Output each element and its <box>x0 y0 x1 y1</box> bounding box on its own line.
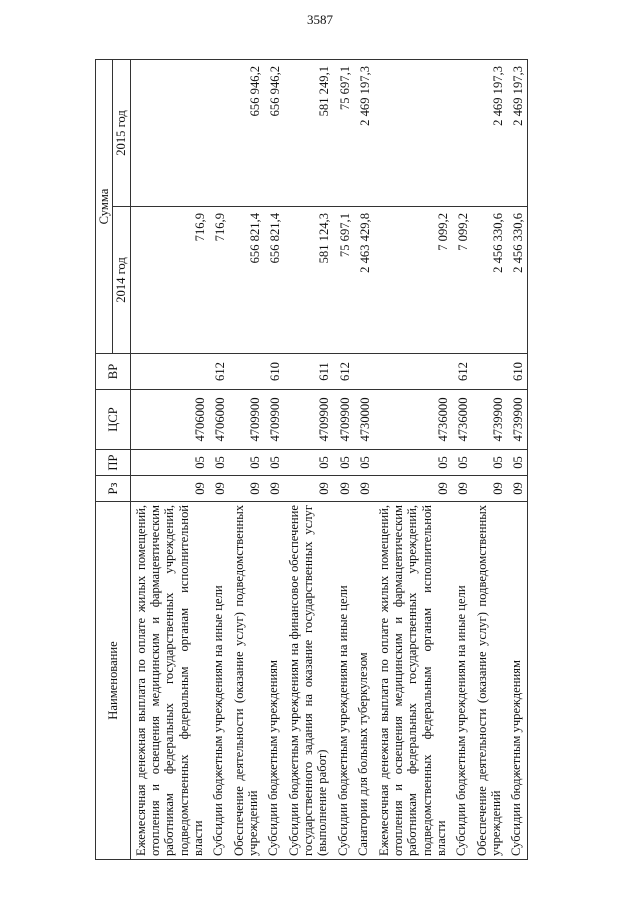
page-number: 3587 <box>307 12 333 27</box>
row-vr: 610 <box>506 354 527 390</box>
row-pr: 05 <box>229 450 264 476</box>
table-row <box>130 59 208 859</box>
row-vr <box>472 354 507 390</box>
row-sum-2014: 716,9 <box>208 207 228 354</box>
row-rz: 09 <box>472 476 507 502</box>
row-name: Обеспечение деятельности (оказание услуг) подведомственных учреждений <box>229 502 264 860</box>
table-row <box>208 59 228 859</box>
row-vr: 612 <box>333 354 353 390</box>
row-sum-2015 <box>208 59 228 206</box>
row-sum-2014: 2 456 330,6 <box>472 207 507 354</box>
header-vr: ВР <box>96 354 131 390</box>
row-sum-2015: 581 249,1 <box>284 59 333 206</box>
header-2015: 2015 год <box>113 59 130 206</box>
row-sum-2014: 75 697,1 <box>333 207 353 354</box>
row-csr: 4736000 <box>451 390 471 450</box>
row-vr <box>353 354 373 390</box>
row-csr: 4709900 <box>263 390 283 450</box>
header-2014: 2014 год <box>113 207 130 354</box>
row-pr: 05 <box>208 450 228 476</box>
row-name: Субсидии бюджетным учреждениям на иные цели <box>451 502 471 860</box>
row-sum-2015 <box>374 59 452 206</box>
row-csr: 4706000 <box>208 390 228 450</box>
row-csr: 4739900 <box>506 390 527 450</box>
row-pr: 05 <box>130 450 208 476</box>
row-sum-2015: 656 946,2 <box>263 59 283 206</box>
row-name: Субсидии бюджетным учреждениям на финансовое обеспечение государственного задания на оказание государственных услуг (выполнение работ) <box>284 502 333 860</box>
row-pr: 05 <box>506 450 527 476</box>
row-sum-2014: 2 456 330,6 <box>506 207 527 354</box>
row-name: Субсидии бюджетным учреждениям на иные цели <box>333 502 353 860</box>
table-row <box>333 59 353 859</box>
row-pr: 05 <box>284 450 333 476</box>
row-rz: 09 <box>374 476 452 502</box>
header-name: Наименование <box>96 502 131 860</box>
row-csr: 4736000 <box>374 390 452 450</box>
table-row <box>284 59 333 859</box>
header-sum: Сумма <box>96 59 113 353</box>
table-row <box>263 59 283 859</box>
row-rz: 09 <box>208 476 228 502</box>
row-vr <box>130 354 208 390</box>
row-rz: 09 <box>506 476 527 502</box>
row-sum-2015: 2 469 197,3 <box>353 59 373 206</box>
row-name: Обеспечение деятельности (оказание услуг) подведомственных учреждений <box>472 502 507 860</box>
row-csr: 4709900 <box>333 390 353 450</box>
row-rz: 09 <box>263 476 283 502</box>
row-sum-2014: 7 099,2 <box>451 207 471 354</box>
row-csr: 4709900 <box>229 390 264 450</box>
table-body <box>130 59 527 859</box>
header-csr: ЦСР <box>96 390 131 450</box>
row-sum-2014: 7 099,2 <box>374 207 452 354</box>
table-row <box>451 59 471 859</box>
row-pr: 05 <box>374 450 452 476</box>
rotated-table-wrapper <box>95 60 620 860</box>
row-pr: 05 <box>472 450 507 476</box>
row-sum-2014: 656 821,4 <box>229 207 264 354</box>
table-row <box>353 59 373 859</box>
row-rz: 09 <box>130 476 208 502</box>
row-sum-2014: 716,9 <box>130 207 208 354</box>
row-rz: 09 <box>284 476 333 502</box>
row-pr: 05 <box>263 450 283 476</box>
row-sum-2015: 2 469 197,3 <box>506 59 527 206</box>
row-vr: 611 <box>284 354 333 390</box>
budget-table <box>95 59 528 860</box>
row-pr: 05 <box>451 450 471 476</box>
table-row <box>374 59 452 859</box>
header-pr: ПР <box>96 450 131 476</box>
row-sum-2015: 656 946,2 <box>229 59 264 206</box>
table-row <box>472 59 507 859</box>
table-header <box>96 59 131 859</box>
row-rz: 09 <box>333 476 353 502</box>
row-csr: 4739900 <box>472 390 507 450</box>
table-row <box>506 59 527 859</box>
row-name: Санатории для больных туберкулезом <box>353 502 373 860</box>
row-sum-2015 <box>451 59 471 206</box>
row-name: Субсидии бюджетным учреждениям на иные цели <box>208 502 228 860</box>
row-vr <box>229 354 264 390</box>
row-sum-2015: 75 697,1 <box>333 59 353 206</box>
header-rz: Рз <box>96 476 131 502</box>
row-pr: 05 <box>353 450 373 476</box>
row-sum-2014: 2 463 429,8 <box>353 207 373 354</box>
row-name: Ежемесячная денежная выплата по оплате жилых помещений, отопления и освещения медицинским и фармацевтическим работникам федеральных государственных учреждений, подведомственных федеральным органам исполнительной власти <box>374 502 452 860</box>
row-sum-2014: 656 821,4 <box>263 207 283 354</box>
row-sum-2015 <box>130 59 208 206</box>
row-csr: 4709900 <box>284 390 333 450</box>
row-rz: 09 <box>451 476 471 502</box>
row-name: Субсидии бюджетным учреждениям <box>263 502 283 860</box>
row-csr: 4706000 <box>130 390 208 450</box>
table-row <box>229 59 264 859</box>
row-sum-2014: 581 124,3 <box>284 207 333 354</box>
row-sum-2015: 2 469 197,3 <box>472 59 507 206</box>
row-vr: 612 <box>208 354 228 390</box>
row-vr: 610 <box>263 354 283 390</box>
row-name: Ежемесячная денежная выплата по оплате жилых помещений, отопления и освещения медицинским и фармацевтическим работникам федеральных государственных учреждений, подведомственных федеральным органам исполнительной власти <box>130 502 208 860</box>
row-vr <box>374 354 452 390</box>
row-rz: 09 <box>353 476 373 502</box>
row-pr: 05 <box>333 450 353 476</box>
row-csr: 4730000 <box>353 390 373 450</box>
row-vr: 612 <box>451 354 471 390</box>
row-name: Субсидии бюджетным учреждениям <box>506 502 527 860</box>
row-rz: 09 <box>229 476 264 502</box>
